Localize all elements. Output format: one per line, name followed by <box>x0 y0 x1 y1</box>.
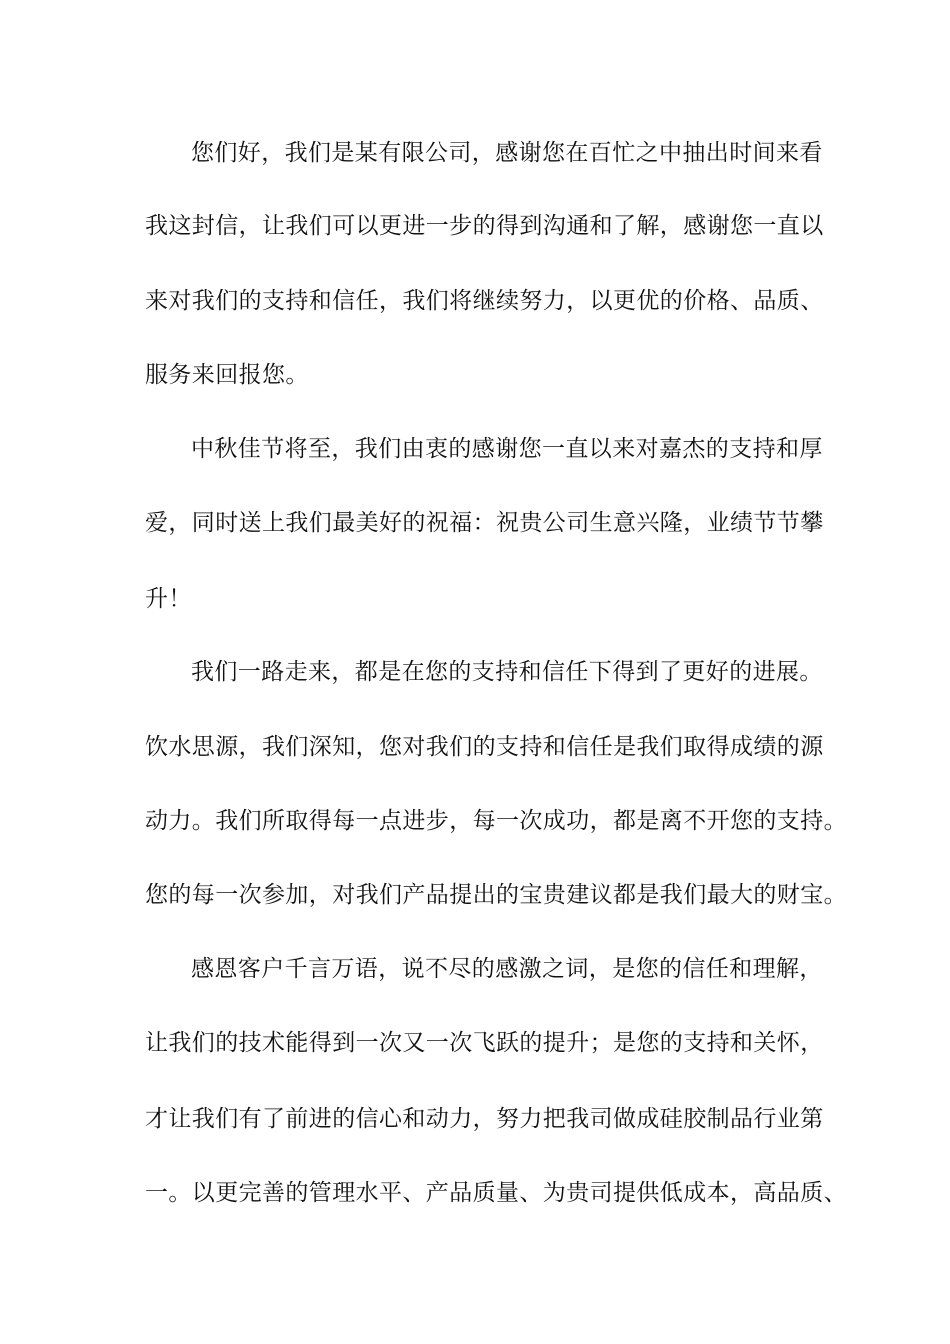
paragraph-4-line-4: 一。以更完善的管理水平、产品质量、为贵司提供低成本，高品质、 <box>145 1180 847 1206</box>
paragraph-4-line-3: 才让我们有了前进的信心和动力，努力把我司做成硅胶制品行业第 <box>145 1106 824 1132</box>
paragraph-4-line-2: 让我们的技术能得到一次又一次飞跃的提升；是您的支持和关怀， <box>145 1030 824 1056</box>
paragraph-2-line-1: 中秋佳节将至，我们由衷的感谢您一直以来对嘉杰的支持和厚 <box>191 436 823 462</box>
paragraph-3-line-1: 我们一路走来，都是在您的支持和信任下得到了更好的进展。 <box>191 659 823 685</box>
paragraph-4-line-1: 感恩客户千言万语，说不尽的感激之词，是您的信任和理解， <box>191 956 823 982</box>
paragraph-1-line-2: 我这封信，让我们可以更进一步的得到沟通和了解，感谢您一直以 <box>145 213 824 239</box>
paragraph-3-line-4: 您的每一次参加，对我们产品提出的宝贵建议都是我们最大的财宝。 <box>145 882 847 908</box>
paragraph-3-line-2: 饮水思源，我们深知，您对我们的支持和信任是我们取得成绩的源 <box>145 734 824 760</box>
paragraph-1-line-1: 您们好，我们是某有限公司，感谢您在百忙之中抽出时间来看 <box>191 140 823 166</box>
paragraph-2-line-2: 爱，同时送上我们最美好的祝福：祝贵公司生意兴隆，业绩节节攀 <box>145 510 824 536</box>
paragraph-1-line-4: 服务来回报您。 <box>145 362 309 388</box>
paragraph-2-line-3: 升！ <box>145 586 192 612</box>
paragraph-1-line-3: 来对我们的支持和信任，我们将继续努力，以更优的价格、品质、 <box>145 288 824 314</box>
paragraph-3-line-3: 动力。我们所取得每一点进步，每一次成功，都是离不开您的支持。 <box>145 808 847 834</box>
